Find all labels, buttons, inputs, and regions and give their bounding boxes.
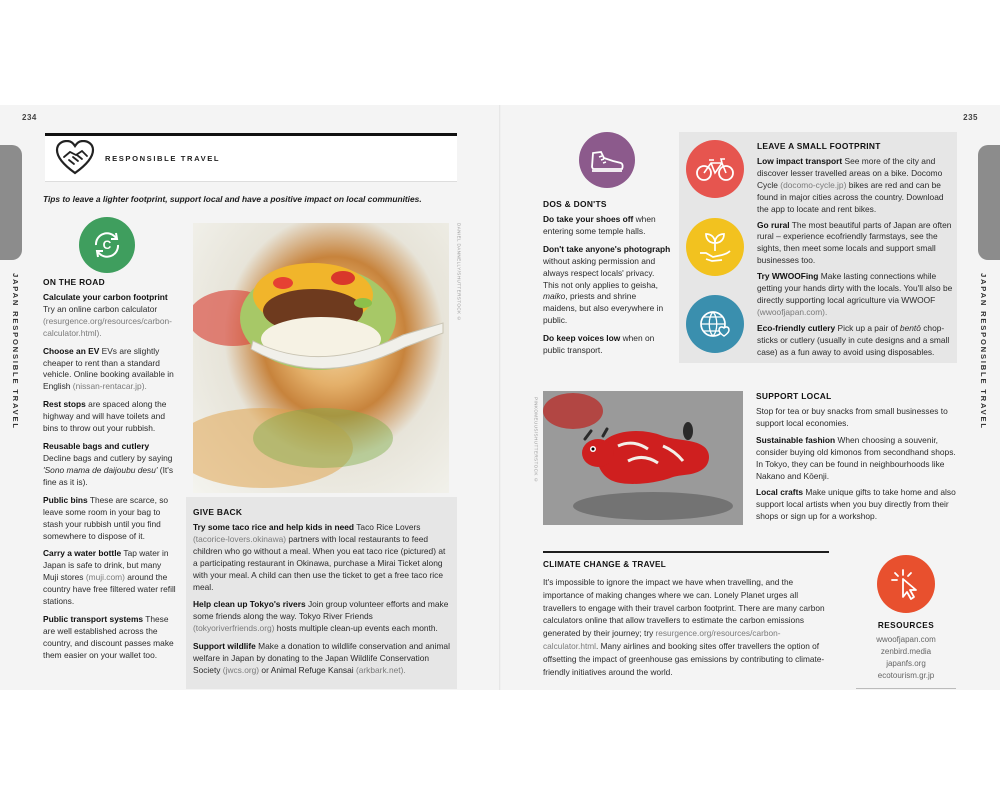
list-item <box>43 495 176 543</box>
item-title: Do keep voices low <box>543 333 621 344</box>
item-link[interactable]: (docomo-cycle.jp) <box>780 179 847 190</box>
dos-donts-section <box>543 199 671 363</box>
item-italic: maiko <box>543 291 566 302</box>
item-link[interactable]: (jwcs.org) <box>222 665 260 676</box>
item-title: Support wildlife <box>193 641 256 652</box>
item-text: See more of the city and discover lesser travelled areas on a bike. Docomo Cycle <box>757 155 943 190</box>
item-text: Make a donation to wildlife conservation and animal welfare in Japan by donating to the Japan Wildlife Conservation Society <box>193 641 450 676</box>
item-title: Do take your shoes off <box>543 213 634 224</box>
responsible-travel-title: RESPONSIBLE TRAVEL <box>105 154 221 163</box>
climate-text: . Many airlines and booking sites offer travellers the option of offsetting the impact of greenhouse gas emissions by contributing to climate-friendly initiatives around the world. <box>543 641 825 678</box>
climate-body <box>543 576 829 680</box>
item-text: These are well established across the country, and discount passes make them easier on your wallet too. <box>43 614 174 660</box>
item-link[interactable]: (wwoofjapan.com). <box>757 306 828 317</box>
list-item <box>43 292 176 340</box>
page-number-left: 234 <box>22 113 37 122</box>
climate-heading: CLIMATE CHANGE & TRAVEL <box>543 560 667 569</box>
intro-text: Tips to leave a lighter footprint, support local and have a positive impact on local communities. <box>43 194 422 204</box>
item-text: around the country have free filtered water refill stations. <box>43 572 176 607</box>
item-title: Public transport systems <box>43 614 144 625</box>
climate-text: It's impossible to ignore the impact we have when travelling, and the importance of making changes where we can. Lonely Planet urges all travellers to engage with their travel carbon footprint. There are many carbon calculators online that allow travellers to estimate the carbon emissions generated by their journey; try <box>543 576 825 639</box>
item-title: Sustainable fashion <box>756 434 836 445</box>
list-item <box>543 244 671 327</box>
item-title: Don't take anyone's photograph <box>543 243 671 254</box>
item-text: Join group volunteer efforts and make some friends along the way. Tokyo River Friends <box>193 599 449 622</box>
item-link[interactable]: (arkbark.net). <box>355 665 406 676</box>
taco-rice-photo <box>193 223 449 493</box>
item-title: Local crafts <box>756 487 804 498</box>
list-item <box>43 399 176 435</box>
list-item <box>756 435 956 483</box>
resource-link[interactable]: ecotourism.gr.jp <box>877 670 935 680</box>
photo-credit-left: DANIEL DANNELLY/SHUTTERSTOCK © <box>456 223 462 322</box>
sneaker-icon <box>579 132 635 188</box>
item-text: bikes are red and can be found in major cities across the country. Download the app to locate and rent bikes. <box>757 179 944 214</box>
item-title: Calculate your carbon footprint <box>43 291 168 302</box>
resource-link[interactable]: japanfs.org <box>886 658 926 668</box>
resources-list <box>856 634 956 682</box>
list-item <box>43 614 176 662</box>
item-title: Help clean up Tokyo's rivers <box>193 599 306 610</box>
item-title: Choose an EV <box>43 345 100 356</box>
support-local-intro: Stop for tea or buy snacks from small businesses to support local economies. <box>756 405 948 428</box>
item-text: hosts multiple clean-up events each month. <box>274 623 438 634</box>
item-text: EVs are slightly cheaper to rent than a standard vehicle. Online booking available in English <box>43 345 174 392</box>
item-text: Pick up a pair of <box>835 322 900 333</box>
plant-in-hand-icon <box>686 218 744 276</box>
item-link[interactable]: (tacorice-lovers.okinawa) <box>193 533 287 544</box>
cursor-click-icon <box>877 555 935 613</box>
item-text: when on public transport. <box>543 333 655 356</box>
item-text: These are scarce, so leave some room in your bag to stash your rubbish until you find somewhere to dispose of it. <box>43 494 169 541</box>
support-local-section <box>756 391 956 528</box>
item-text: without asking permission and always respect locals' privacy. This not only applies to geisha, <box>543 255 658 290</box>
side-label-left: JAPAN RESPONSIBLE TRAVEL <box>10 273 20 430</box>
item-italic: bentō <box>899 322 921 333</box>
item-italic: 'Sono mama de daijoubu desu' <box>43 464 158 475</box>
list-item <box>757 220 953 268</box>
item-text: Make lasting connections while getting your hands dirty with the locals. You'll also be directly supporting local agriculture via WWOOF <box>757 271 953 306</box>
resources-section <box>856 555 956 689</box>
list-item <box>543 214 671 238</box>
item-title: Rest stops <box>43 399 86 410</box>
list-item <box>757 156 953 216</box>
side-label-right: JAPAN RESPONSIBLE TRAVEL <box>979 273 988 430</box>
item-title: Carry a water bottle <box>43 548 122 559</box>
item-link[interactable]: (tokyoriverfriends.org) <box>193 623 275 634</box>
list-item <box>757 323 953 359</box>
item-text: or Animal Refuge Kansai <box>259 665 356 676</box>
list-item <box>43 346 176 394</box>
give-back-panel <box>186 497 457 689</box>
dos-donts-heading: DOS & DON'TS <box>543 199 607 209</box>
left-page <box>0 105 500 690</box>
item-text: When choosing a souvenir, consider buying old kimonos from secondhand shops. In Tokyo, they can be found in neighbourhoods like Nakano and Kōenji. <box>756 434 956 481</box>
item-text: Make unique gifts to take home and also support local artists when you buy directly from their shops or sign up for a workshop. <box>756 487 956 522</box>
resources-heading: RESOURCES <box>877 621 935 630</box>
item-text: Taco Rice Lovers <box>354 521 421 532</box>
climate-link[interactable]: resurgence.org/resources/carbon-calculator.html <box>543 628 781 652</box>
on-the-road-heading: ON THE ROAD <box>43 277 105 287</box>
list-item <box>43 548 176 608</box>
item-text: , priests and shrine maidens, but also everywhere in public. <box>543 291 664 326</box>
item-text: Decline bags and cutlery by saying <box>43 452 173 463</box>
item-title: Eco-friendly cutlery <box>757 322 836 333</box>
bicycle-icon <box>686 140 744 198</box>
item-text: chop-sticks or cutlery (usually in cute designs and a small case) as a fun away to avoid using disposables. <box>757 322 950 357</box>
item-title: Try WWOOFing <box>757 271 819 282</box>
page-number-right: 235 <box>963 113 978 122</box>
item-text: partners with local restaurants to feed children who go without a meal. When you eat taco rice (pictured) at a participating restaurant in Okinawa, purchase a Mirai Ticket along with your meal. A child can then use the ticket to get a free taco rice meal. <box>193 533 446 592</box>
photo-credit-right: PINKOMEUUS/SHUTTERSTOCK © <box>533 397 539 483</box>
item-text: (It's fine as it is). <box>43 464 174 487</box>
svg-text:C: C <box>102 238 112 252</box>
list-item <box>193 641 451 677</box>
item-link[interactable]: (nissan-rentacar.jp). <box>72 381 147 392</box>
on-the-road-section <box>43 277 176 668</box>
small-footprint-panel <box>679 132 957 363</box>
side-tab-right <box>978 145 1000 260</box>
side-tab-left <box>0 145 22 260</box>
list-item <box>193 522 451 594</box>
responsible-travel-header <box>45 133 457 181</box>
item-title: Reusable bags and cutlery <box>43 441 150 452</box>
list-item <box>193 599 451 635</box>
handshake-heart-icon <box>55 140 95 176</box>
item-title: Try some taco rice and help kids in need <box>193 521 355 532</box>
list-item <box>756 487 956 523</box>
item-title: Go rural <box>757 219 790 230</box>
item-text: Try an online carbon calculator <box>43 303 158 314</box>
support-local-heading: SUPPORT LOCAL <box>756 391 832 401</box>
item-text: when entering some temple halls. <box>543 213 656 236</box>
item-text: Tap water in Japan is safe to drink, but many Muji stores <box>43 548 169 583</box>
resource-link[interactable]: zenbird.media <box>880 646 932 656</box>
give-back-heading: GIVE BACK <box>193 507 243 517</box>
item-link[interactable]: (resurgence.org/resources/carbon-calculator.html). <box>43 315 172 338</box>
list-item <box>757 271 953 319</box>
resource-link[interactable]: wwoofjapan.com <box>876 634 936 644</box>
right-page <box>500 105 1000 690</box>
item-link[interactable]: (muji.com) <box>85 572 125 583</box>
list-item <box>543 333 671 357</box>
list-item <box>43 441 176 489</box>
book-spread <box>0 105 1000 690</box>
globe-heart-icon <box>686 295 744 353</box>
resources-divider <box>856 688 956 689</box>
climate-change-section <box>543 551 829 679</box>
item-text: The most beautiful parts of Japan are often rural – experience ecofriendly farmstays, see the sights, then meet some locals and support small businesses too. <box>757 219 952 266</box>
item-title: Public bins <box>43 494 88 505</box>
item-text: are spaced along the highway and will have toilets and bins to throw out your rubbish. <box>43 399 167 434</box>
small-footprint-heading: LEAVE A SMALL FOOTPRINT <box>757 141 881 151</box>
akabeko-photo <box>543 391 743 525</box>
item-title: Low impact transport <box>757 155 843 166</box>
small-footprint-text <box>757 141 953 363</box>
recycle-c-icon <box>79 217 135 273</box>
